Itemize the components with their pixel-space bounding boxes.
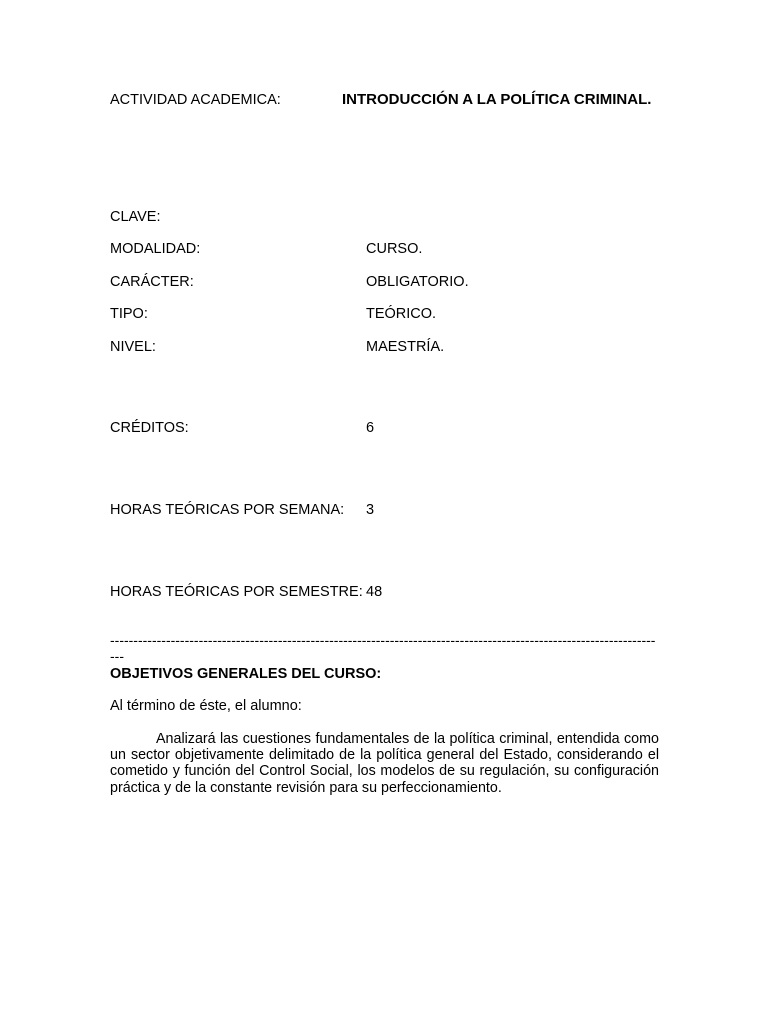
objectives-paragraph: Analizará las cuestiones fundamentales de la política criminal, entendida como un sector objetivamente delimitado de la política general del Estado, considerando el cometido y función del Control Social, los modelos de su regulación, su configuración práctica y de la constante revisión para su perfeccionamiento. — [110, 731, 659, 796]
horas-semana-label: HORAS TEÓRICAS POR SEMANA: — [110, 502, 345, 518]
tipo-label: TIPO: — [110, 306, 148, 322]
objectives-intro: Al término de éste, el alumno: — [110, 698, 302, 714]
activity-title: INTRODUCCIÓN A LA POLÍTICA CRIMINAL. — [342, 91, 652, 108]
creditos-value: 6 — [366, 420, 375, 436]
objectives-heading: OBJETIVOS GENERALES DEL CURSO: — [110, 666, 382, 682]
caracter-label: CARÁCTER: — [110, 274, 194, 290]
nivel-label: NIVEL: — [110, 339, 156, 355]
activity-label: ACTIVIDAD ACADEMICA: — [110, 92, 281, 108]
modalidad-value: CURSO. — [366, 241, 423, 257]
tipo-value: TEÓRICO. — [366, 306, 437, 322]
horas-semestre-value: 48 — [366, 584, 383, 600]
section-separator: ------------------------------------------------------------------------------------------------------------------------ — [110, 632, 656, 664]
modalidad-label: MODALIDAD: — [110, 241, 201, 257]
creditos-label: CRÉDITOS: — [110, 420, 189, 436]
horas-semana-value: 3 — [366, 502, 375, 518]
caracter-value: OBLIGATORIO. — [366, 274, 469, 290]
clave-label: CLAVE: — [110, 209, 161, 225]
horas-semestre-label: HORAS TEÓRICAS POR SEMESTRE: — [110, 584, 363, 600]
nivel-value: MAESTRÍA. — [366, 339, 445, 355]
